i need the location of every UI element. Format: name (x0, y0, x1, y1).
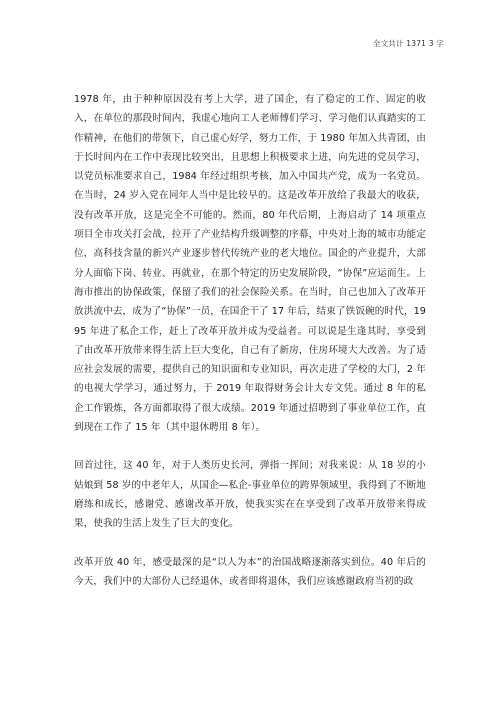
paragraph-retrospective: 回首过往，这 40 年，对于人类历史长河，弹指一挥间；对我来说：从 18 岁的小姑娘到 58 岁的中老年人，从国企—私企-事业单位的跨界领域里，我得到了不断地磨练和成长，感谢党、感谢改革开放，使我实实在在享受到了改革开放带来得成果，使我的生活上发生了巨大的变化。 (74, 460, 426, 530)
paragraph-career-history: 1978 年，由于种种原因没有考上大学，进了国企，有了稳定的工作、固定的收入，在单位的那段时间内，我虚心地向工人老师傅们学习、学习他们认真踏实的工作精神，在他们的带领下，自己虚心好学，努力工作，于 1980 年加入共青团，由于长时间内在工作中表现比较突出，且思想上积极要求上进，向先进的党员学习，以党员标准要求自己，1984 年经过组织考核，加入中国共产党，成为一名党员。在当时，24 岁入党在同年人当中是比较早的。这是改革开放给了我最大的收获，没有改革开放，这是完全不可能的。然而，80 年代后期，上海启动了 14 项重点项目全市攻关打会战，拉开了产业结构升级调整的序幕，中央对上海的城市功能定位，高科技含量的新兴产业逐步替代传统产业的老大地位。国企的产业提升，大部分人面临下岗、转业、再就业，在那个特定的历史发展阶段，“协保”应运而生。上海市推出的协保政策，保留了我们的社会保险关系。在当时，自己也加入了改革开放洪流中去，成为了“协保”一员，在国企干了 17 年后，结束了铁饭碗的时代，1995 年进了私企工作，赶上了改革开放并成为受益者。可以说是生逢其时，享受到了由改革开放带来得生活上巨大变化，自己有了新房，住房环境大大改善。为了适应社会发展的需要，提供自己的知识面和专业知识，再次走进了学校的大门，2 年的电视大学学习，通过努力，于 2019 年取得财务会计大专文凭。通过 8 年的私企工作锻炼，各方面都取得了很大成绩。2019 年通过招聘到了事业单位工作，直到现在工作了 15 年（其中退休聘用 8 年）。 (74, 94, 426, 434)
paragraph-reform-reflection: 改革开放 40 年，感受最深的是“以人为本”的治国战略逐渐落实到位。40 年后的今天，我们中的大部份人已经退休，或者即将退休，我们应该感谢政府当初的政 (74, 556, 426, 587)
word-count-label: 全文共计 1371 3 字 (372, 39, 444, 48)
document-body (74, 90, 426, 591)
